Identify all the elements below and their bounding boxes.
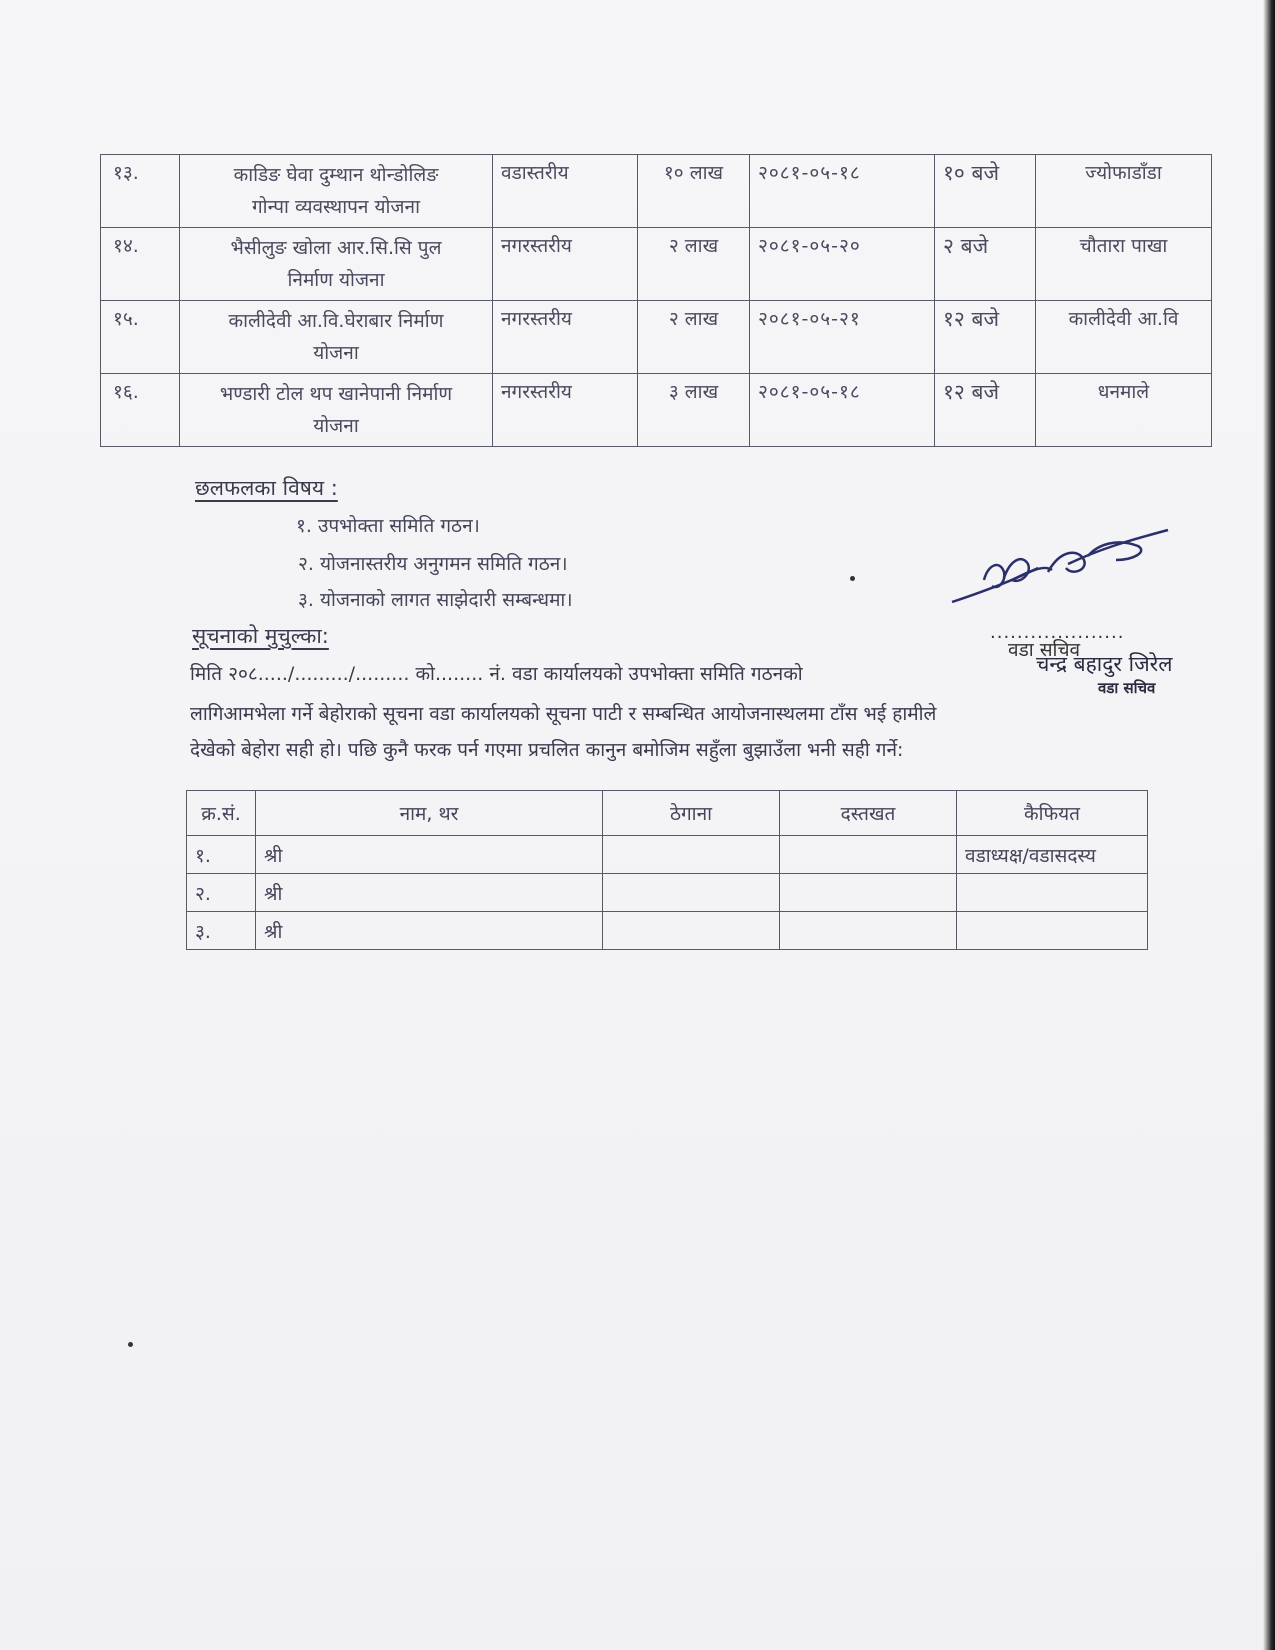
handwritten-signature (948, 520, 1178, 615)
project-name: भैसीलुङ खोला आर.सि.सि पुल निर्माण योजना (180, 228, 493, 301)
project-name: काडिङ घेवा दुम्थान थोन्डोलिङ गोन्पा व्यवस्थापन योजना (180, 155, 493, 228)
table-row (101, 301, 1212, 374)
project-time: १२ बजे (935, 301, 1036, 374)
attendance-signature (780, 836, 957, 874)
attendance-remark (957, 912, 1148, 950)
attendance-signature (780, 912, 957, 950)
project-sn: १३. (101, 155, 180, 228)
project-name: कालीदेवी आ.वि.घेराबार निर्माण योजना (180, 301, 493, 374)
scan-edge-shadow (1263, 0, 1275, 1650)
table-row (101, 374, 1212, 447)
column-header: नाम, थर (256, 791, 603, 836)
project-place: धनमाले (1036, 374, 1212, 447)
project-level: नगरस्तरीय (493, 301, 638, 374)
project-place: कालीदेवी आ.वि (1036, 301, 1212, 374)
project-sn: १५. (101, 301, 180, 374)
project-date: २०८१-०५-२१ (750, 301, 935, 374)
signature-dotted-line: .................... (990, 622, 1125, 643)
project-time: २ बजे (935, 228, 1036, 301)
signatory-name: चन्द्र बहादुर जिरेल (1036, 652, 1173, 676)
project-amount: २ लाख (638, 301, 750, 374)
project-date: २०८१-०५-२० (750, 228, 935, 301)
agenda-item: ३. योजनाको लागत साझेदारी सम्बन्धमा। (298, 589, 573, 611)
column-header: दस्तखत (780, 791, 957, 836)
project-place: चौतारा पाखा (1036, 228, 1212, 301)
agenda-item: २. योजनास्तरीय अनुगमन समिति गठन। (298, 553, 568, 575)
attendance-name: श्री (256, 836, 603, 874)
attendance-remark: वडाध्यक्ष/वडासदस्य (957, 836, 1148, 874)
agenda-item: १. उपभोक्ता समिति गठन। (296, 515, 480, 537)
signatory-title: वडा सचिव (1008, 639, 1081, 661)
scan-speck (850, 576, 855, 581)
attendance-sn: १. (187, 836, 256, 874)
attendance-address (603, 912, 780, 950)
attendance-signature (780, 874, 957, 912)
notice-heading: सूचनाको मुचुल्का: (192, 624, 329, 648)
attendance-sn: २. (187, 874, 256, 912)
table-header-row (187, 791, 1148, 836)
table-row (101, 228, 1212, 301)
project-time: १० बजे (935, 155, 1036, 228)
project-sn: १४. (101, 228, 180, 301)
column-header: क्र.सं. (187, 791, 256, 836)
column-header: ठेगाना (603, 791, 780, 836)
attendance-address (603, 836, 780, 874)
table-row (187, 836, 1148, 874)
project-level: नगरस्तरीय (493, 374, 638, 447)
project-date: २०८१-०५-१८ (750, 155, 935, 228)
attendance-table (186, 790, 1148, 950)
project-date: २०८१-०५-१८ (750, 374, 935, 447)
project-name: भण्डारी टोल थप खानेपानी निर्माण योजना (180, 374, 493, 447)
signatory-stamp-title: वडा सचिव (1098, 679, 1156, 697)
project-sn: १६. (101, 374, 180, 447)
scan-speck (128, 1342, 133, 1347)
notice-line: देखेको बेहोरा सही हो। पछि कुनै फरक पर्न गएमा प्रचलित कानुन बमोजिम सहुँला बुझाउँला भनी सही गर्ने: (190, 739, 904, 761)
notice-line: लागिआमभेला गर्ने बेहोराको सूचना वडा कार्यालयको सूचना पाटी र सम्बन्धित आयोजनास्थलमा टाँस भई हामीले (190, 703, 937, 725)
projects-table (100, 154, 1212, 447)
project-amount: १० लाख (638, 155, 750, 228)
table-row (187, 912, 1148, 950)
project-amount: ३ लाख (638, 374, 750, 447)
project-level: नगरस्तरीय (493, 228, 638, 301)
notice-line: मिति २०८...../........./......... को........ नं. वडा कार्यालयको उपभोक्ता समिति गठनको (190, 663, 803, 685)
project-level: वडास्तरीय (493, 155, 638, 228)
attendance-name: श्री (256, 912, 603, 950)
table-row (101, 155, 1212, 228)
project-place: ज्योफाडाँडा (1036, 155, 1212, 228)
project-amount: २ लाख (638, 228, 750, 301)
project-time: १२ बजे (935, 374, 1036, 447)
attendance-sn: ३. (187, 912, 256, 950)
attendance-name: श्री (256, 874, 603, 912)
attendance-address (603, 874, 780, 912)
attendance-remark (957, 874, 1148, 912)
table-row (187, 874, 1148, 912)
column-header: कैफियत (957, 791, 1148, 836)
agenda-heading: छलफलका विषय : (195, 476, 338, 500)
